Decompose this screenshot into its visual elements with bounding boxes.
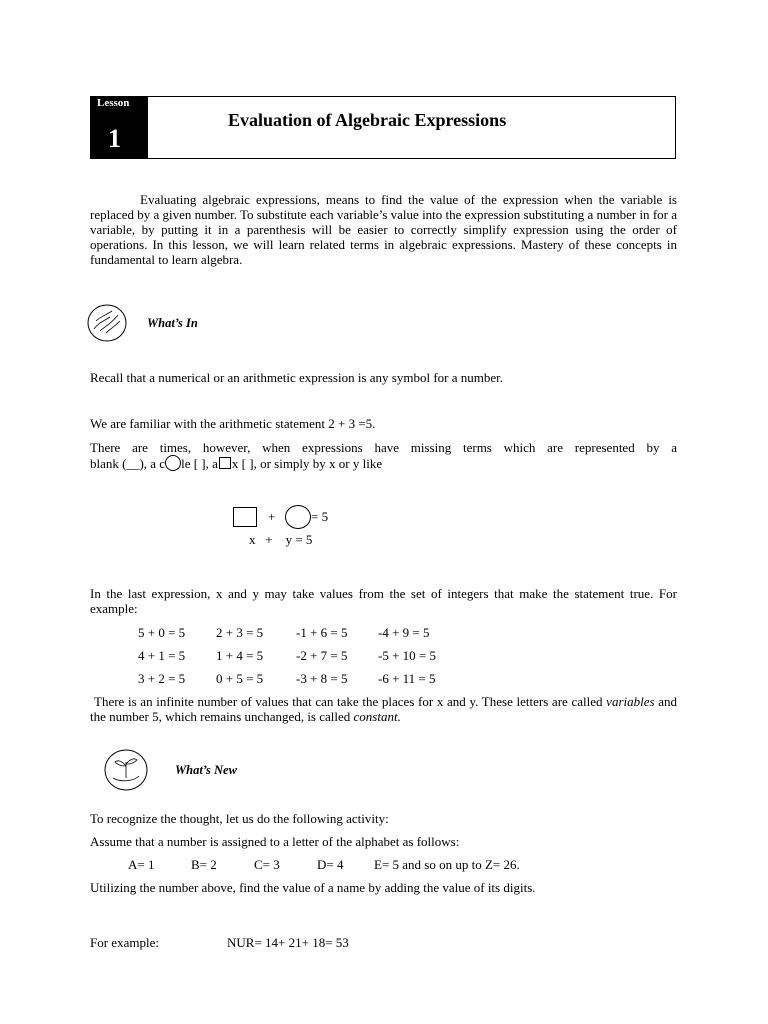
infinite-text-2: and the number 5, which remains unchanged, is called (90, 694, 677, 724)
utilizing-text: Utilizing the number above, find the value of a name by adding the value of its digits. (90, 880, 536, 895)
whats-in-title: What’s In (147, 316, 198, 330)
example-cell: -2 + 7 = 5 (296, 648, 348, 663)
lesson-word: Lesson (97, 97, 130, 109)
assume-text: Assume that a number is assigned to a letter of the alphabet as follows: (90, 834, 460, 849)
example-cell: 4 + 1 = 5 (138, 648, 186, 663)
example-row (138, 648, 458, 664)
missing-text-c: x [ ], or simply by x or y like (231, 456, 383, 471)
example-cell: -1 + 6 = 5 (296, 625, 348, 640)
example-cell: -4 + 9 = 5 (378, 625, 430, 640)
square-icon (219, 457, 231, 469)
example-cell: 0 + 5 = 5 (216, 671, 264, 686)
equals-five: = 5 (311, 509, 329, 524)
circle-placeholder-icon (285, 505, 311, 529)
whats-new-title: What’s New (175, 763, 237, 777)
recall-text: Recall that a numerical or an arithmetic expression is any symbol for a number. (90, 370, 503, 385)
page-title: Evaluation of Algebraic Expressions (228, 110, 507, 130)
intro-paragraph: Evaluating algebraic expressions, means to find the value of the expression when the variable is replaced by a given number. To substitute each variable’s value into the expression substituting a number in for a variable, by putting it in a parenthesis will be easier to correctly simplify expression using the order of operations. In this lesson, we will learn related terms in algebraic expressions. Mastery of these concepts in fundamental to learn algebra. (90, 192, 677, 267)
plant-hand-icon (103, 748, 149, 792)
example-cell: -5 + 10 = 5 (378, 648, 436, 663)
last-expression-text: In the last expression, x and y may take values from the set of integers that make the statement true. For example: (90, 586, 677, 616)
lesson-badge (90, 96, 148, 159)
infinite-values-paragraph (90, 694, 677, 724)
alphabet-value: D= 4 (317, 857, 344, 872)
recognize-text: To recognize the thought, let us do the following activity: (90, 811, 389, 826)
alphabet-value: C= 3 (254, 857, 280, 872)
example-cell: 5 + 0 = 5 (138, 625, 186, 640)
alphabet-value: B= 2 (191, 857, 217, 872)
example-cell: -3 + 8 = 5 (296, 671, 348, 686)
example-row (138, 671, 458, 687)
variables-word: variables (606, 694, 655, 709)
example-row (138, 625, 458, 641)
alphabet-value: E= 5 and so on up to Z= 26. (374, 857, 520, 872)
alphabet-values (128, 857, 520, 873)
example-cell: 3 + 2 = 5 (138, 671, 186, 686)
missing-text-b: le [ ], a (181, 456, 218, 471)
example-cell: 1 + 4 = 5 (216, 648, 264, 663)
infinite-text-1: There is an infinite number of values that can take the places for x and y. These letters are called (94, 694, 603, 709)
familiar-text: We are familiar with the arithmetic statement 2 + 3 =5. (90, 416, 376, 431)
example-cell: -6 + 11 = 5 (378, 671, 436, 686)
alphabet-value: A= 1 (128, 857, 155, 872)
circle-icon (165, 455, 181, 471)
constant-word: constant. (353, 709, 401, 724)
missing-terms-line-2 (90, 455, 382, 472)
missing-terms-line-1: There are times, however, when expressions have missing terms which are represented by a (90, 440, 677, 455)
hand-icon (86, 303, 128, 343)
plus-sign: + (268, 509, 276, 524)
box-placeholder-icon (233, 507, 257, 527)
example-label: For example: (90, 935, 159, 950)
example-cell: 2 + 3 = 5 (216, 625, 264, 640)
missing-text-a: blank (__), a c (90, 456, 166, 471)
example-value: NUR= 14+ 21+ 18= 53 (227, 935, 349, 950)
xy-equation: x + y = 5 (249, 532, 313, 547)
lesson-number: 1 (108, 124, 121, 153)
